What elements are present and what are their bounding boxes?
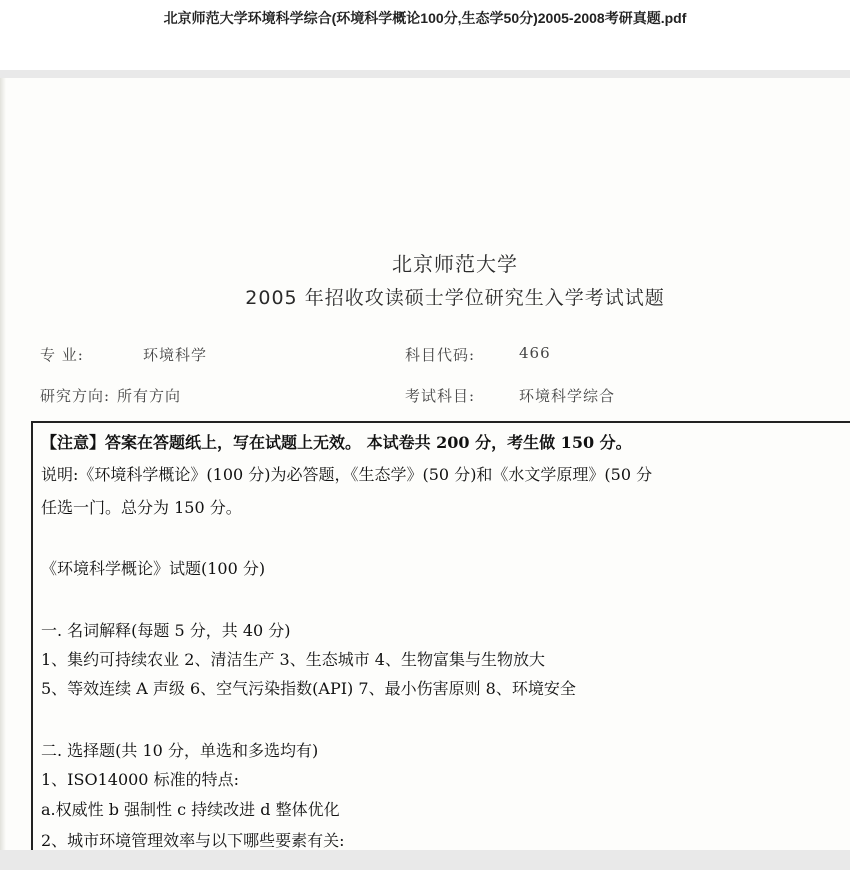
- subject-label: 考试科目:: [405, 387, 476, 405]
- direction-value: 所有方向: [117, 387, 182, 405]
- code-value: 466: [519, 344, 551, 362]
- major-value: 环境科学: [143, 346, 208, 364]
- exam-title: 2005 年招收攻读硕士学位研究生入学考试试题: [245, 287, 665, 309]
- question-1: 1、ISO14000 标准的特点:: [41, 770, 239, 789]
- part1-title: 一. 名词解释(每题 5 分，共 40 分): [41, 621, 291, 640]
- explain-line-1: 说明:《环境科学概论》(100 分)为必答题，《生态学》(50 分)和《水文学原理》(50 分: [41, 465, 653, 484]
- question-1-options: a.权威性 b 强制性 c 持续改进 d 整体优化: [41, 800, 340, 819]
- viewer-titlebar: [0, 0, 850, 70]
- file-name: 北京师范大学环境科学综合(环境科学概论100分,生态学50分)2005-2008考研真题.pdf: [163, 10, 687, 26]
- subject-value: 环境科学综合: [519, 387, 616, 405]
- explain-line-2: 任选一门。总分为 150 分。: [41, 498, 242, 517]
- toolbar-separator: [0, 70, 850, 78]
- part2-title: 二. 选择题(共 10 分，单选和多选均有): [41, 741, 319, 760]
- notice-line: 【注意】答案在答题纸上，写在试题上无效。 本试卷共 200 分，考生做 150 分。: [41, 433, 632, 452]
- document-page: [0, 78, 850, 850]
- scan-edge: [0, 78, 6, 850]
- part1-line-2: 5、等效连续 A 声级 6、空气污染指数(API) 7、最小伤害原则 8、环境安全: [41, 679, 576, 698]
- university-name: 北京师范大学: [392, 252, 518, 276]
- direction-label: 研究方向:: [40, 387, 111, 405]
- question-2: 2、城市环境管理效率与以下哪些要素有关:: [41, 831, 345, 850]
- section-title: 《环境科学概论》试题(100 分): [41, 559, 266, 578]
- bottom-scrollbar-area: [0, 850, 850, 870]
- code-label: 科目代码:: [405, 346, 476, 364]
- major-label: 专 业:: [40, 346, 84, 364]
- part1-line-1: 1、集约可持续农业 2、清洁生产 3、生态城市 4、生物富集与生物放大: [41, 650, 545, 669]
